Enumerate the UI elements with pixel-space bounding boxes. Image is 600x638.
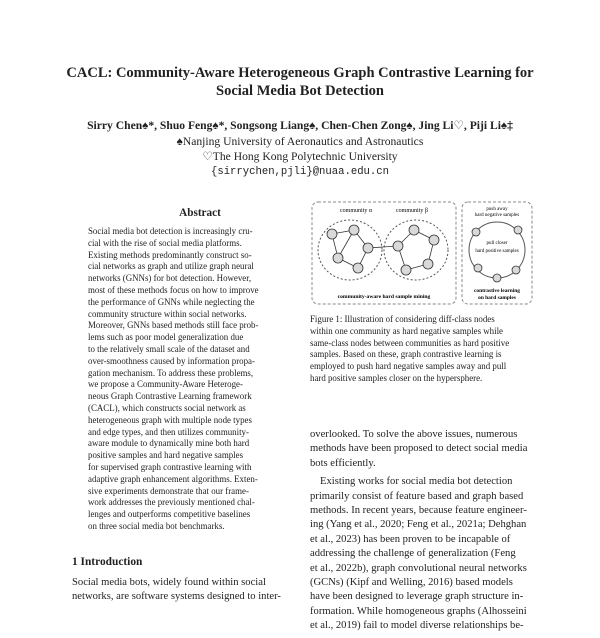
abstract-text: Social media bot detection is increasingly cru- cial with the rise of social media platforms. Existing methods predominantly construct so- cial networks as graph and utilize graph neural networks (GNNs) for bot detection. However, most of these methods focus on how to improve the performance of GNNs while neglecting the community structure within social networks. Moreover, GNNs based methods still face prob- lems such as poor model generalization due to the relatively small scale of the dataset and over-smoothness caused by information propa- gation mechanism. To address these problems, we propose a Community-Aware Heteroge- neous Graph Contrastive Learning framework (CACL), which constructs social network as heterogeneous graph with multiple node types and edge types, and then utilizes community- aware module to dynamically mine both hard positive samples and hard negative samples for supervised graph contrastive learning with adaptive graph enhancement algorithms. Exten- sive experiments demonstrate that our frame- work addresses the previously mentioned chal- lenges and outperforms competitive baselines on three social media bot benchmarks.: [88, 226, 259, 531]
user-node: [423, 259, 433, 269]
user-node: [333, 253, 343, 263]
author-block: [40, 118, 560, 180]
label-hard-negative: hard negative samples: [474, 213, 520, 218]
author-names: Sirry Chen♠*, Shuo Feng♠*, Songsong Liang♠, Chen-Chen Zong♠, Jing Li♡, Piji Li♠‡: [87, 119, 513, 132]
author-email: {sirrychen,pjli}@nuaa.edu.cn: [210, 165, 389, 178]
sample-node: [514, 226, 522, 234]
body-paragraph-1: overlooked. To solve the above issues, numerous methods have been proposed to detect social media bots efficiently.: [310, 429, 528, 469]
label-right-caption-2: on hard samples: [478, 295, 516, 301]
user-node: [349, 225, 359, 235]
user-node: [353, 263, 363, 273]
figure-1-diagram: [310, 200, 534, 308]
user-node: [393, 241, 403, 251]
affiliation-1: ♠Nanjing University of Aeronautics and Astronautics: [176, 134, 424, 148]
user-node: [363, 243, 373, 253]
label-hard-positive: hard positive samples: [475, 249, 519, 254]
graph-nodes: [327, 225, 439, 275]
label-left-caption: community-aware hard sample mining: [337, 294, 431, 300]
user-node: [327, 229, 337, 239]
sample-node: [474, 264, 482, 272]
sample-node: [512, 266, 520, 274]
right-column-body: [310, 428, 534, 638]
sample-node: [493, 274, 501, 282]
body-paragraph-2: Existing works for social media bot detection primarily consist of feature based and graph based methods. In recent years, because feature engineer- ing (Yang et al., 2020; Feng et al., 2021a; Dehghan et al., 2023) has been proven to be incapable of addressing the challenge of generalization (Feng et al., 2022b), graph convolutional neural networks (GCNs) (Kipf and Welling, 2016) based models have been designed to leverage graph structure in- formation. While homogeneous graphs (Alhosseini et al., 2019) fail to model diverse relationships be-: [310, 476, 527, 632]
label-pull-closer: pull closer: [486, 241, 508, 246]
abstract-heading: Abstract: [179, 207, 221, 219]
paper-title: [40, 64, 560, 100]
label-right-caption-1: contrastive learning: [474, 288, 520, 294]
graph-edges: [332, 230, 434, 270]
introduction-heading: 1 Introduction: [72, 556, 143, 568]
label-community-beta: community β: [396, 208, 428, 214]
user-node: [429, 235, 439, 245]
figure-caption: Figure 1: Illustration of considering diff-class nodes within one community as hard negative samples while same-class nodes between communities as hard positive samples. Based on these, graph contrastive learning is employed to push hard negative samples away and pull hard positive samples closer on the hypersphere.: [310, 314, 510, 383]
affiliation-2: ♡The Hong Kong Polytechnic University: [202, 150, 398, 163]
sample-node: [472, 228, 480, 236]
paper-title-line-2: Social Media Bot Detection: [216, 83, 384, 99]
sphere-nodes: [472, 226, 522, 282]
figure-1: [310, 200, 534, 308]
user-node: [401, 265, 411, 275]
label-community-alpha: community α: [340, 208, 372, 214]
label-push-away: push away: [486, 207, 508, 212]
abstract-body: [88, 226, 300, 533]
paper-title-line-1: CACL: Community-Aware Heterogeneous Graph Contrastive Learning for: [66, 65, 534, 81]
introduction-text: Social media bots, widely found within social networks, are software systems designed to inter-: [72, 577, 281, 603]
user-node: [409, 225, 419, 235]
left-panel-frame: [312, 202, 456, 304]
